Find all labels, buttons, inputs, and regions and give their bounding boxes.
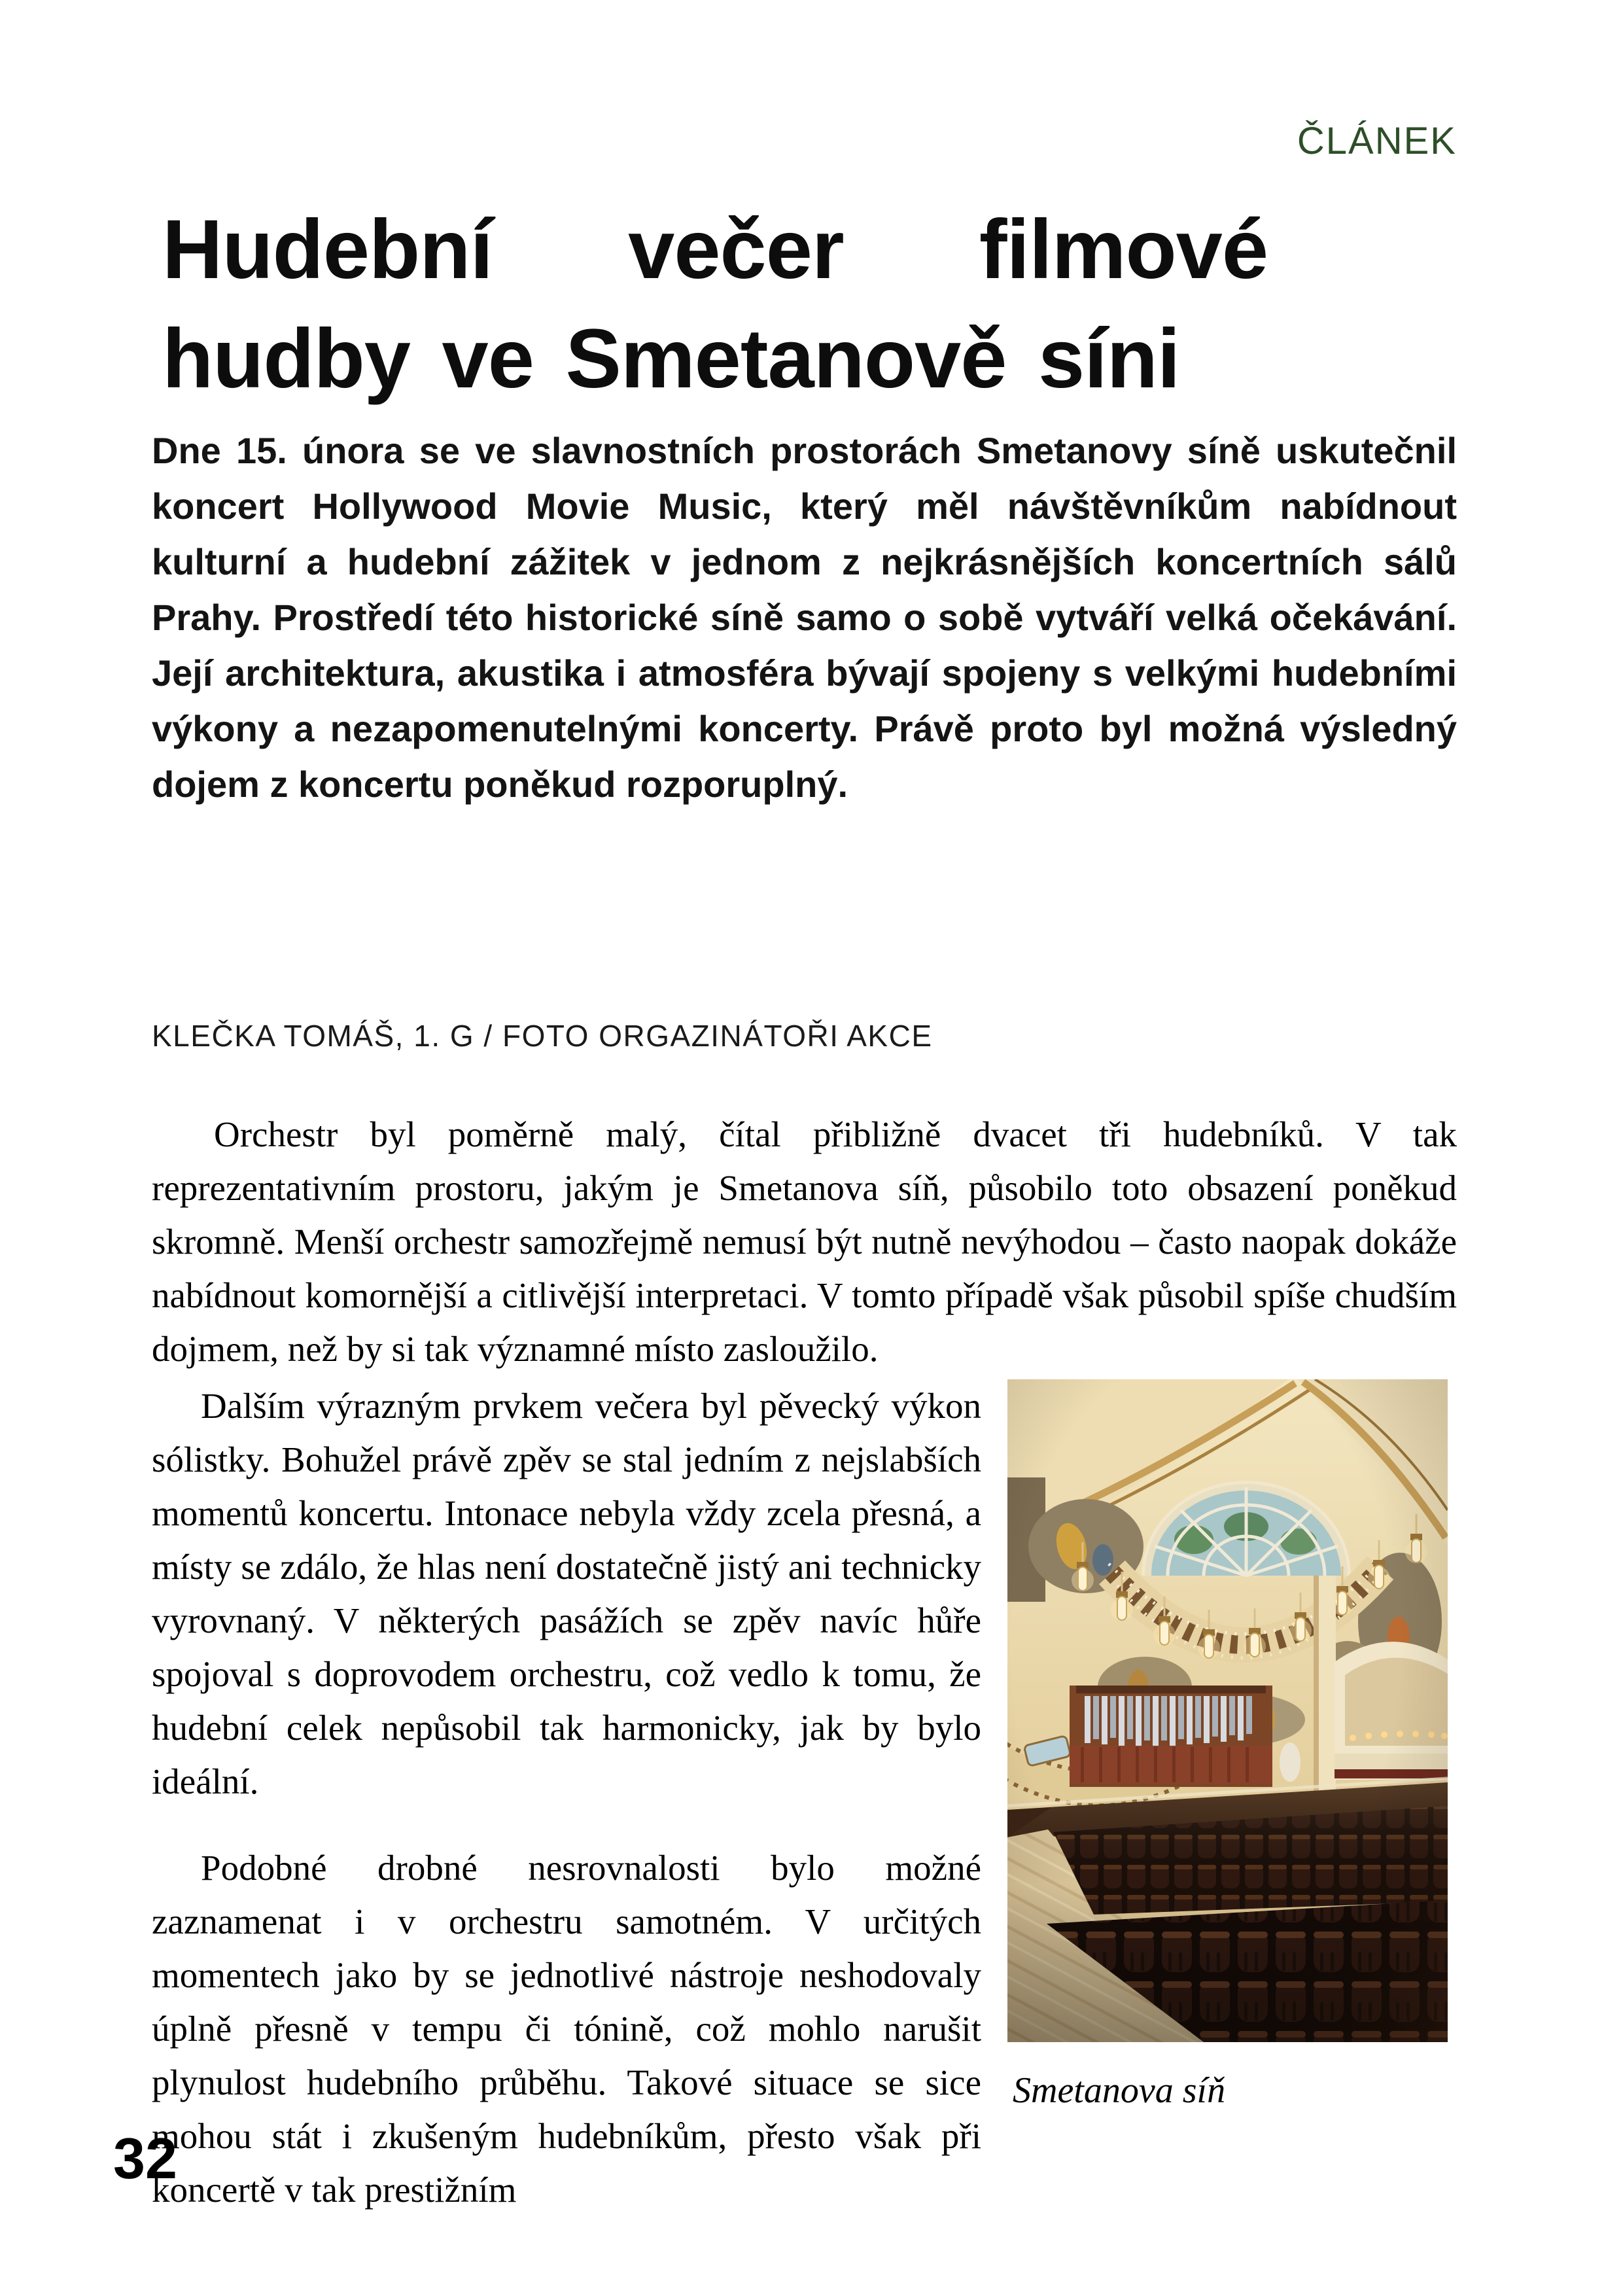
smetana-hall-photo-illustration bbox=[1007, 1379, 1448, 2042]
photo-column bbox=[1007, 1379, 1448, 2250]
article-title-line1 bbox=[162, 195, 1268, 304]
two-column-section bbox=[152, 1379, 1448, 2250]
title-word: filmové bbox=[979, 203, 1268, 296]
title-word: Hudební bbox=[162, 203, 493, 296]
body-paragraph-1: Orchestr byl poměrně malý, čítal přibližně dvacet tři hudebníků. V tak reprezentativním prostoru, jakým je Smetanova síň, působilo toto obsazení poněkud skromně. Menší orchestr samozřejmě nemusí být nutně nevýhodou – často naopak dokáže nabídnout komornější a citlivější interpretaci. V tomto případě však působil spíše chudším dojmem, než by si tak významné místo zasloužilo. bbox=[152, 1114, 1457, 1369]
photo-caption: Smetanova síň bbox=[1013, 2070, 1226, 2111]
article-title-line2: hudby ve Smetanově síni bbox=[162, 312, 1180, 406]
body-paragraph-3: Podobné drobné nesrovnalosti bylo možné zaznamenat i v orchestru samotném. V určitých momentech jako by se jednotlivé nástroje neshodovaly úplně přesně v tempu či tónině, což mohlo narušit plynulost hudebního průběhu. Takové situace se sice mohou stát i zkušeným hudebníkům, přesto však při koncertě v tak prestižním bbox=[152, 1848, 981, 2210]
article-title bbox=[162, 195, 1268, 414]
byline: KLEČKA TOMÁŠ, 1. G / FOTO ORGAZINÁTOŘI AKCE bbox=[152, 1019, 933, 1053]
body-paragraph-2: Dalším výrazným prvkem večera byl pěvecký výkon sólistky. Bohužel právě zpěv se stal jedním z nejslabších momentů koncertu. Intonace nebyla vždy zcela přesná, a místy se zdálo, že hlas není dostatečně jistý ani technicky vyrovnaný. V některých pasážích se zpěv navíc hůře spojoval s doprovodem orchestru, což vedlo k tomu, že hudební celek nepůsobil tak harmonicky, jak by bylo ideální. bbox=[152, 1386, 981, 1801]
page-number: 32 bbox=[113, 2126, 177, 2191]
title-word: večer bbox=[628, 203, 844, 296]
smetana-hall-photo bbox=[1007, 1379, 1448, 2042]
wrapped-text-column bbox=[152, 1379, 981, 2250]
section-label: ČLÁNEK bbox=[1297, 120, 1457, 162]
lead-paragraph: Dne 15. února se ve slavnostních prostorách Smetanovy síně uskutečnil koncert Hollywood Movie Music, který měl návštěvníkům nabídnout kulturní a hudební zážitek v jednom z nejkrásnějších koncertních sálů Prahy. Prostředí této historické síně samo o sobě vytváří velká očekávání. Její architektura, akustika i atmosféra bývají spojeny s velkými hudebními výkony a nezapomenutelnými koncerty. Právě proto byl možná výsledný dojem z koncertu poněkud rozporuplný. bbox=[152, 430, 1457, 805]
